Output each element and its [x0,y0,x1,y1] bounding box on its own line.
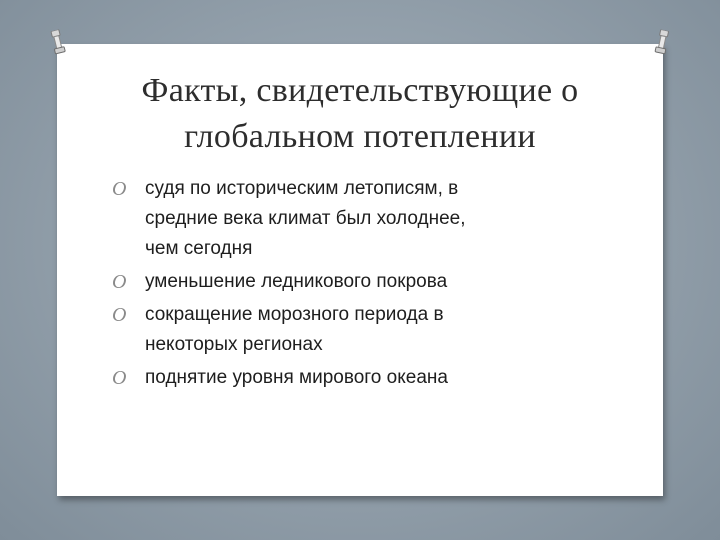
slide-title-line: Факты, свидетельствующие о [141,72,579,109]
list-item [112,174,632,264]
list-item-text: поднятие уровня мирового океана [145,367,448,388]
list-item-text: сокращение морозного периода в некоторых регионах [145,304,444,355]
bullet-marker: O [112,304,127,326]
list-item [112,267,632,297]
list-item [112,300,632,360]
list-item [112,363,632,393]
bullet-marker: O [112,271,127,293]
list-item-text: уменьшение ледникового покрова [145,271,448,292]
bullet-list [112,174,632,396]
bullet-marker: O [112,178,127,200]
bullet-marker: O [112,367,127,389]
slide-title [57,68,663,160]
slide-title-line: глобальном потеплении [184,118,536,155]
list-item-text: судя по историческим летописям, в средние века климат был холоднее, чем сегодня [145,178,466,259]
